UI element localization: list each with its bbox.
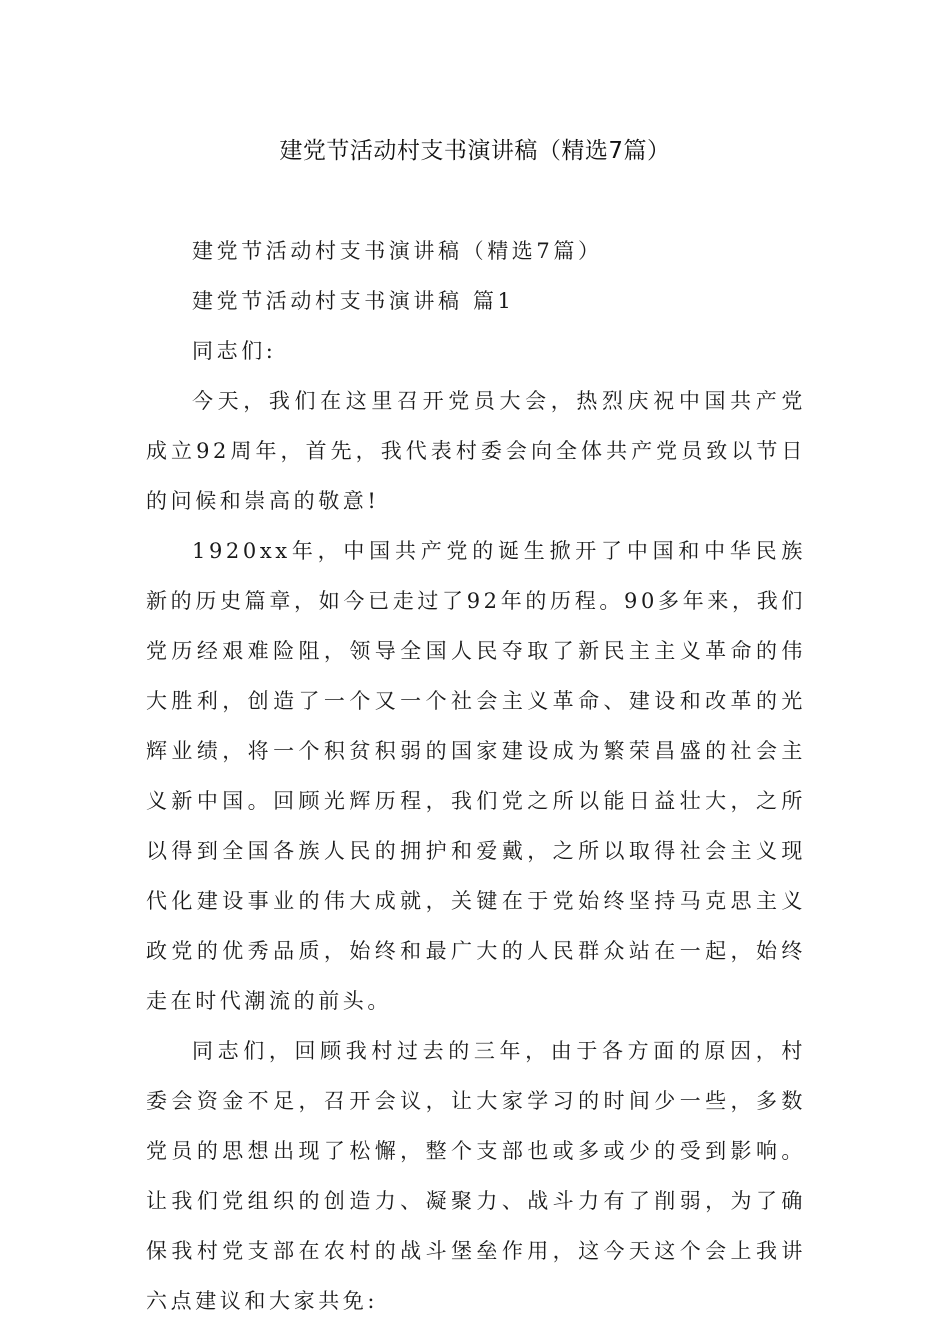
document-title: 建党节活动村支书演讲稿（精选7篇） — [279, 138, 671, 164]
paragraph-history: 1920xx年，中国共产党的诞生掀开了中国和中华民族新的历史篇章，如今已走过了92年的历程。90多年来，我们党历经艰难险阻，领导全国人民夺取了新民主主义革命的伟大胜利，创造了一个又一个社会主义革命、建设和改革的光辉业绩，将一个积贫积弱的国家建设成为繁荣昌盛的社会主义新中国。回顾光辉历程，我们党之所以能日益壮大，之所以得到全国各族人民的拥护和爱戴，之所以取得社会主义现代化建设事业的伟大成就，关键在于党始终坚持马克思主义政党的优秀品质，始终和最广大的人民群众站在一起，始终走在时代潮流的前头。 — [146, 539, 806, 1013]
paragraph-opening: 今天，我们在这里召开党员大会，热烈庆祝中国共产党成立92周年，首先，我代表村委会向全体共产党员致以节日的问候和崇高的敬意! — [146, 389, 806, 513]
document-body — [146, 226, 806, 1326]
paragraph-section-heading: 建党节活动村支书演讲稿 篇1 — [192, 289, 515, 313]
paragraph-review: 同志们，回顾我村过去的三年，由于各方面的原因，村委会资金不足，召开会议，让大家学习的时间少一些，多数党员的思想出现了松懈，整个支部也或多或少的受到影响。让我们党组织的创造力、凝聚力、战斗力有了削弱，为了确保我村党支部在农村的战斗堡垒作用，这今天这个会上我讲六点建议和大家共免: — [146, 1039, 806, 1313]
paragraph-salutation: 同志们: — [192, 339, 277, 363]
paragraph-subtitle: 建党节活动村支书演讲稿（精选7篇） — [192, 239, 603, 263]
